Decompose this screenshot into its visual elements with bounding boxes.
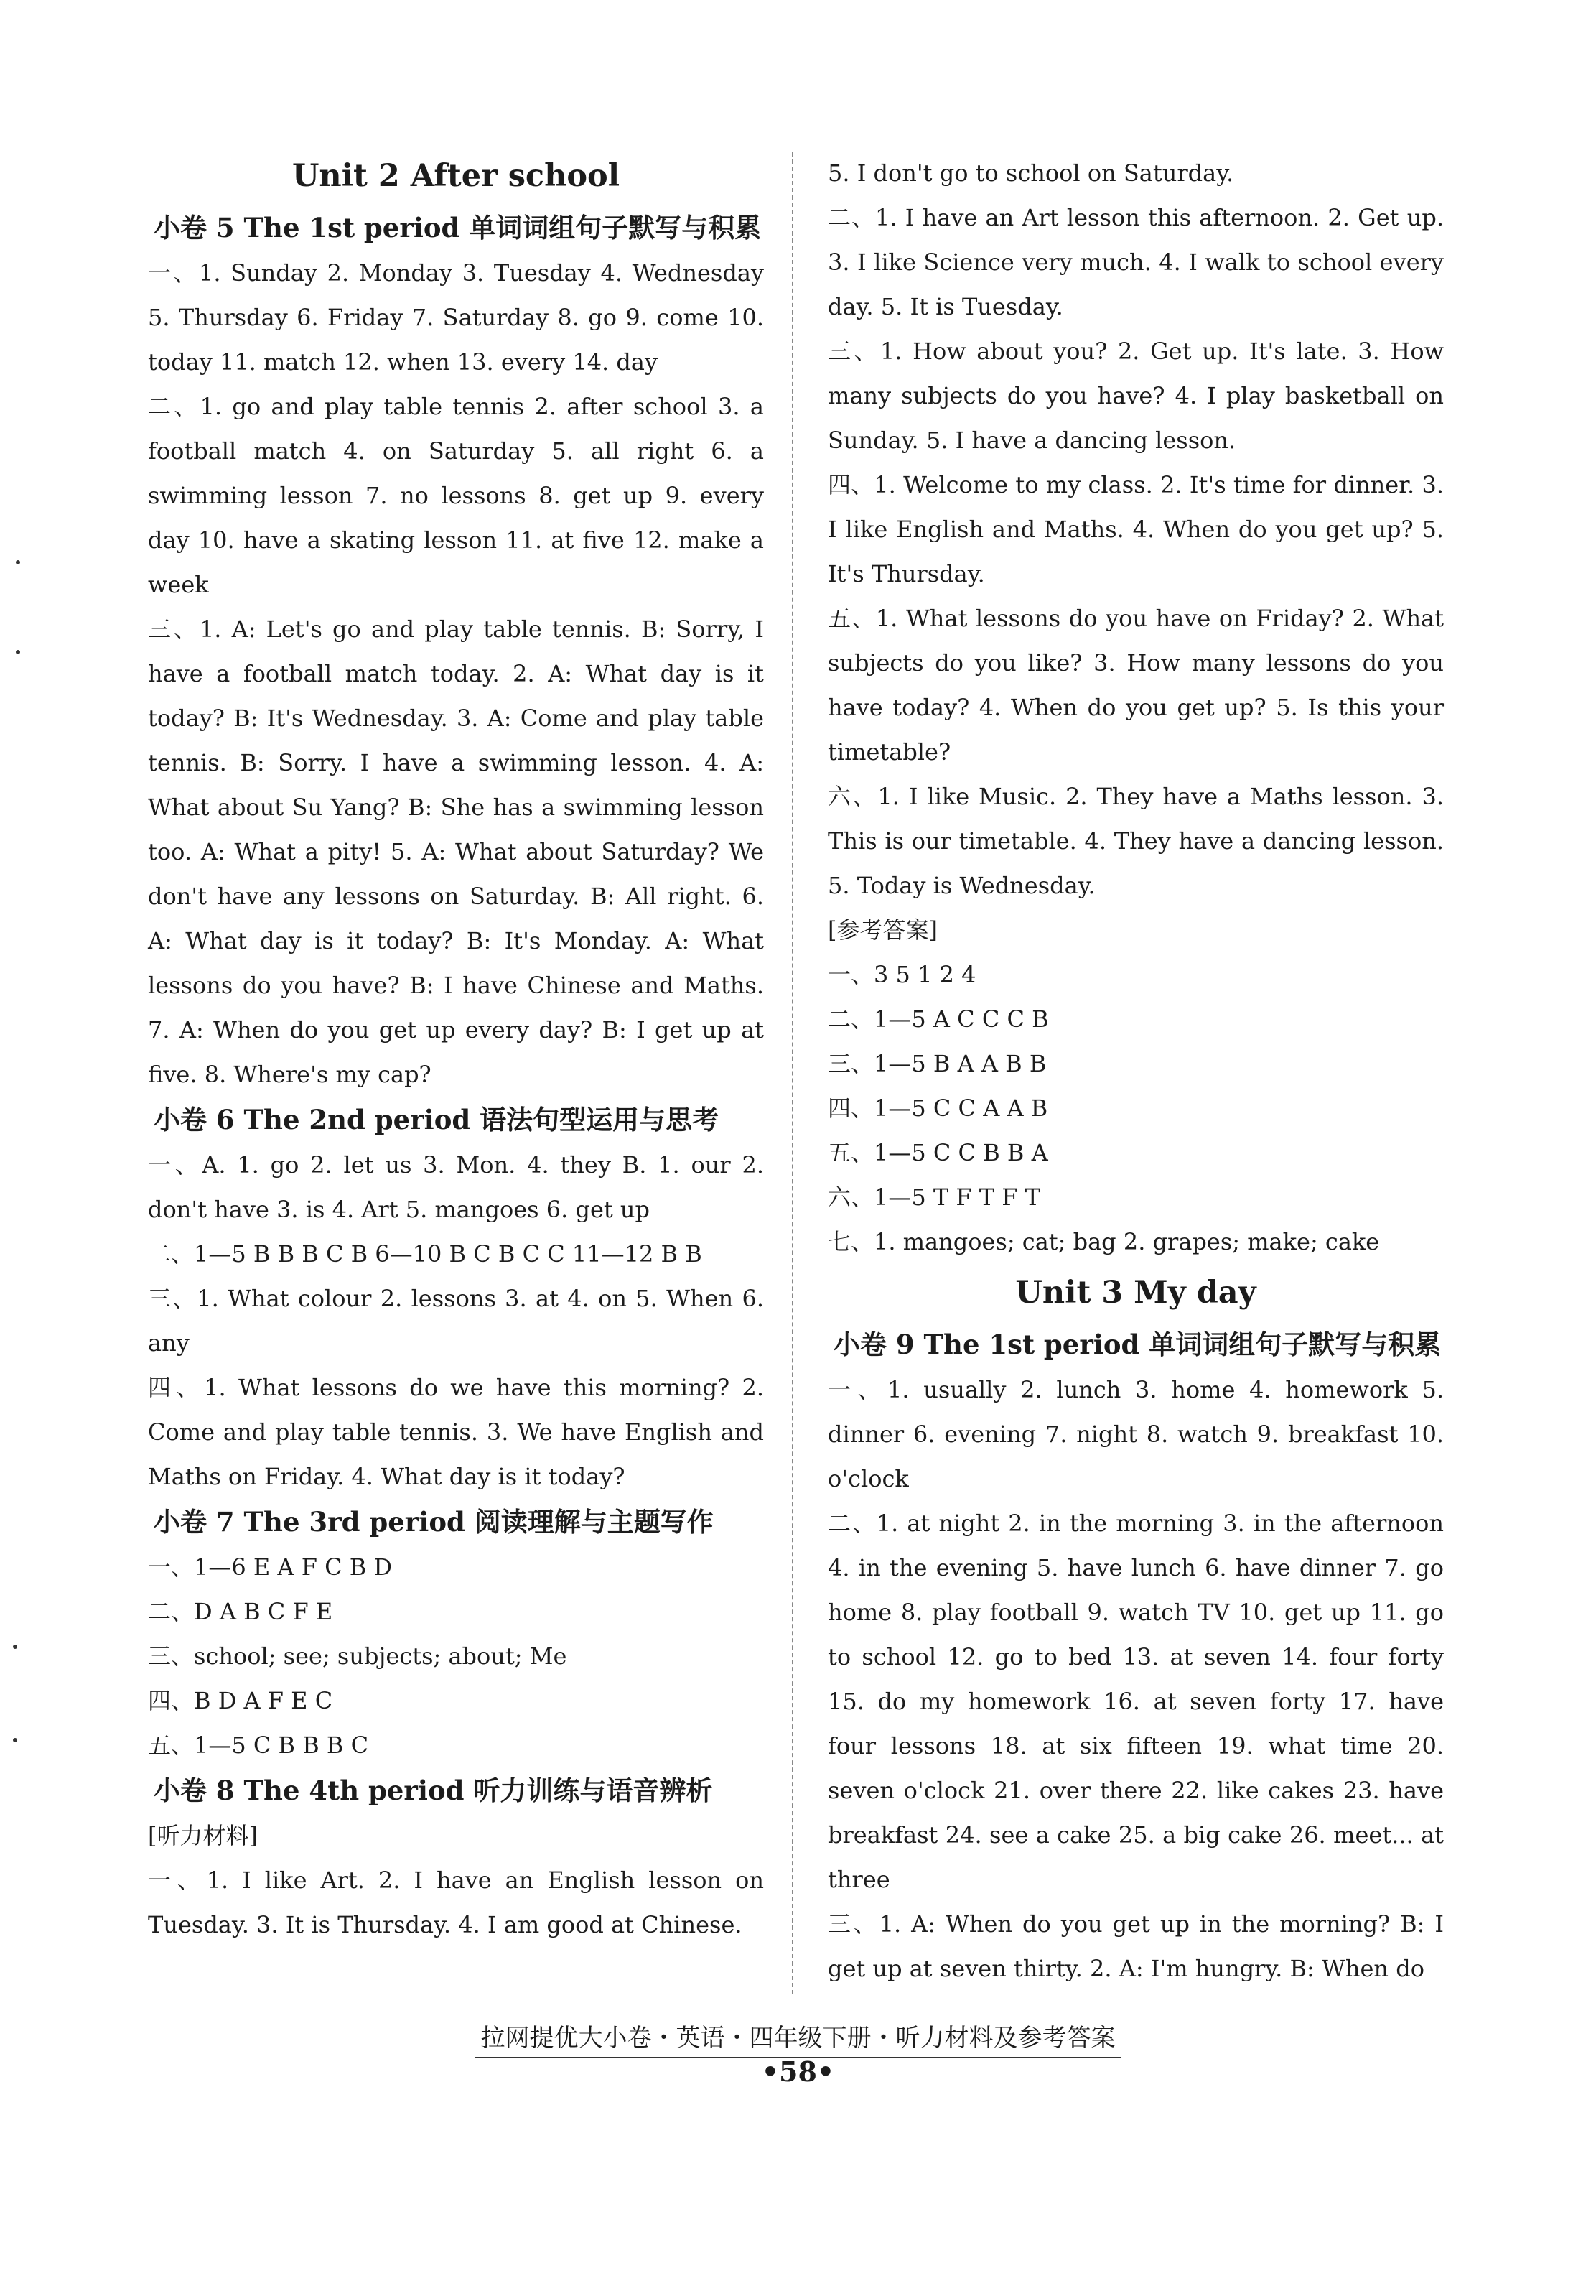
answer-paragraph: 二、1. I have an Art lesson this afternoon. 2. Get up. 3. I like Science very much. 4. I walk to school every day. 5. It is Tuesday. (828, 204, 1444, 320)
section-heading-8: 小卷 8 The 4th period 听力训练与语音辨析 (154, 1775, 713, 1806)
answer-paragraph: 五、1. What lessons do you have on Friday? 2. What subjects do you like? 3. How many lessons do you have today? 4. When do you get up? 5. Is this your timetable? (828, 605, 1444, 766)
scan-speck (16, 650, 20, 654)
answer-paragraph: 三、school; see; subjects; about; Me (148, 1642, 567, 1670)
answer-paragraph: 一、1. Sunday 2. Monday 3. Tuesday 4. Wednesday 5. Thursday 6. Friday 7. Saturday 8. go 9. come 10. today 11. match 12. when 13. every 14. day (148, 259, 764, 376)
answer-paragraph: 三、1. A: When do you get up in the morning? B: I get up at seven thirty. 2. A: I'm hungry. B: When do (828, 1910, 1444, 1982)
reference-answer-line: 六、1—5 T F T F T (828, 1184, 1041, 1211)
answer-paragraph: 三、1. A: Let's go and play table tennis. B: Sorry, I have a football match today. 2. A: What day is it today? B: It's Wednesday. 3. A: Come and play table tennis. B: Sorry. I have a swimming lesson. 4. A: What about Su Yang? B: She has a swimming lesson too. A: What a pity! 5. A: What about Saturday? We don't have any lessons on Saturday. B: All right. 6. A: What day is it today? B: It's Monday. A: What lessons do you have? B: I have Chinese and Maths. 7. A: When do you get up every day? B: I get up at five. 8. Where's my cap? (148, 615, 764, 1088)
reference-answer-line: 四、1—5 C C A A B (828, 1094, 1048, 1122)
answer-paragraph: 四、1. What lessons do we have this morning? 2. Come and play table tennis. 3. We have English and Maths on Friday. 4. What day is it today? (148, 1374, 764, 1490)
answer-paragraph: 四、B D A F E C (148, 1687, 333, 1714)
answer-paragraph: 一、A. 1. go 2. let us 3. Mon. 4. they B. 1. our 2. don't have 3. is 4. Art 5. mangoes 6. get up (148, 1151, 764, 1223)
answer-paragraph: 四、1. Welcome to my class. 2. It's time for dinner. 3. I like English and Maths. 4. When do you get up? 5. It's Thursday. (828, 471, 1444, 587)
answer-paragraph: 5. I don't go to school on Saturday. (828, 159, 1234, 187)
answer-paragraph: 二、1. at night 2. in the morning 3. in the afternoon 4. in the evening 5. have lunch 6. have dinner 7. go home 8. play football 9. watch TV 10. get up 11. go to school 12. go to bed 13. at seven 14. four forty 15. do my homework 16. at seven forty 17. have four lessons 18. at six fifteen 19. what time 20. seven o'clock 21. over there 22. like cakes 23. have breakfast 24. see a cake 25. a big cake 26. meet... at three (828, 1510, 1444, 1893)
reference-answer-line: 五、1—5 C C B B A (828, 1139, 1048, 1166)
left-column (148, 147, 764, 1947)
page-number: •58• (761, 2055, 835, 2088)
right-column (828, 151, 1444, 1991)
answer-paragraph: 二、1. go and play table tennis 2. after school 3. a football match 4. on Saturday 5. all right 6. a swimming lesson 7. no lessons 8. get up 9. every day 10. have a skating lesson 11. at five 12. make a week (148, 393, 764, 598)
column-divider (792, 152, 793, 1994)
answer-paragraph: 二、D A B C F E (148, 1598, 333, 1625)
footer-title (0, 2018, 1596, 2053)
scan-speck (13, 1738, 17, 1742)
reference-answer-line: 二、1—5 A C C C B (828, 1005, 1049, 1033)
answer-paragraph: 一、1. usually 2. lunch 3. home 4. homework 5. dinner 6. evening 7. night 8. watch 9. breakfast 10. o'clock (828, 1376, 1444, 1492)
section-heading-7: 小卷 7 The 3rd period 阅读理解与主题写作 (154, 1506, 714, 1538)
scan-speck (16, 560, 20, 564)
reference-answers-label: [参考答案] (828, 916, 938, 944)
answer-paragraph: 一、1. I like Art. 2. I have an English lesson on Tuesday. 3. It is Thursday. 4. I am good at Chinese. (148, 1867, 764, 1938)
section-heading-5: 小卷 5 The 1st period 单词词组句子默写与积累 (154, 212, 762, 243)
listening-material-label: [听力材料] (148, 1822, 258, 1849)
scan-speck (13, 1645, 17, 1649)
answer-paragraph: 六、1. I like Music. 2. They have a Maths lesson. 3. This is our timetable. 4. They have a dancing lesson. 5. Today is Wednesday. (828, 783, 1444, 899)
unit-3-title: Unit 3 My day (1015, 1275, 1256, 1311)
reference-answer-line: 一、3 5 1 2 4 (828, 961, 976, 988)
section-heading-6: 小卷 6 The 2nd period 语法句型运用与思考 (154, 1104, 719, 1135)
answer-paragraph: 一、1—6 E A F C B D (148, 1553, 393, 1581)
answer-paragraph: 三、1. How about you? 2. Get up. It's late. 3. How many subjects do you have? 4. I play basketball on Sunday. 5. I have a dancing lesson. (828, 338, 1444, 454)
reference-answer-line: 七、1. mangoes; cat; bag 2. grapes; make; cake (828, 1228, 1380, 1255)
answer-paragraph: 三、1. What colour 2. lessons 3. at 4. on 5. When 6. any (148, 1285, 764, 1357)
answer-paragraph: 五、1—5 C B B B C (148, 1732, 369, 1759)
reference-answer-line: 三、1—5 B A A B B (828, 1050, 1047, 1077)
section-heading-9: 小卷 9 The 1st period 单词词组句子默写与积累 (834, 1329, 1442, 1360)
answer-paragraph: 二、1—5 B B B C B 6—10 B C B C C 11—12 B B (148, 1240, 702, 1268)
footer-title-text: 拉网提优大小卷・英语・四年级下册・听力材料及参考答案 (475, 2024, 1121, 2058)
unit-2-title: Unit 2 After school (291, 158, 620, 194)
